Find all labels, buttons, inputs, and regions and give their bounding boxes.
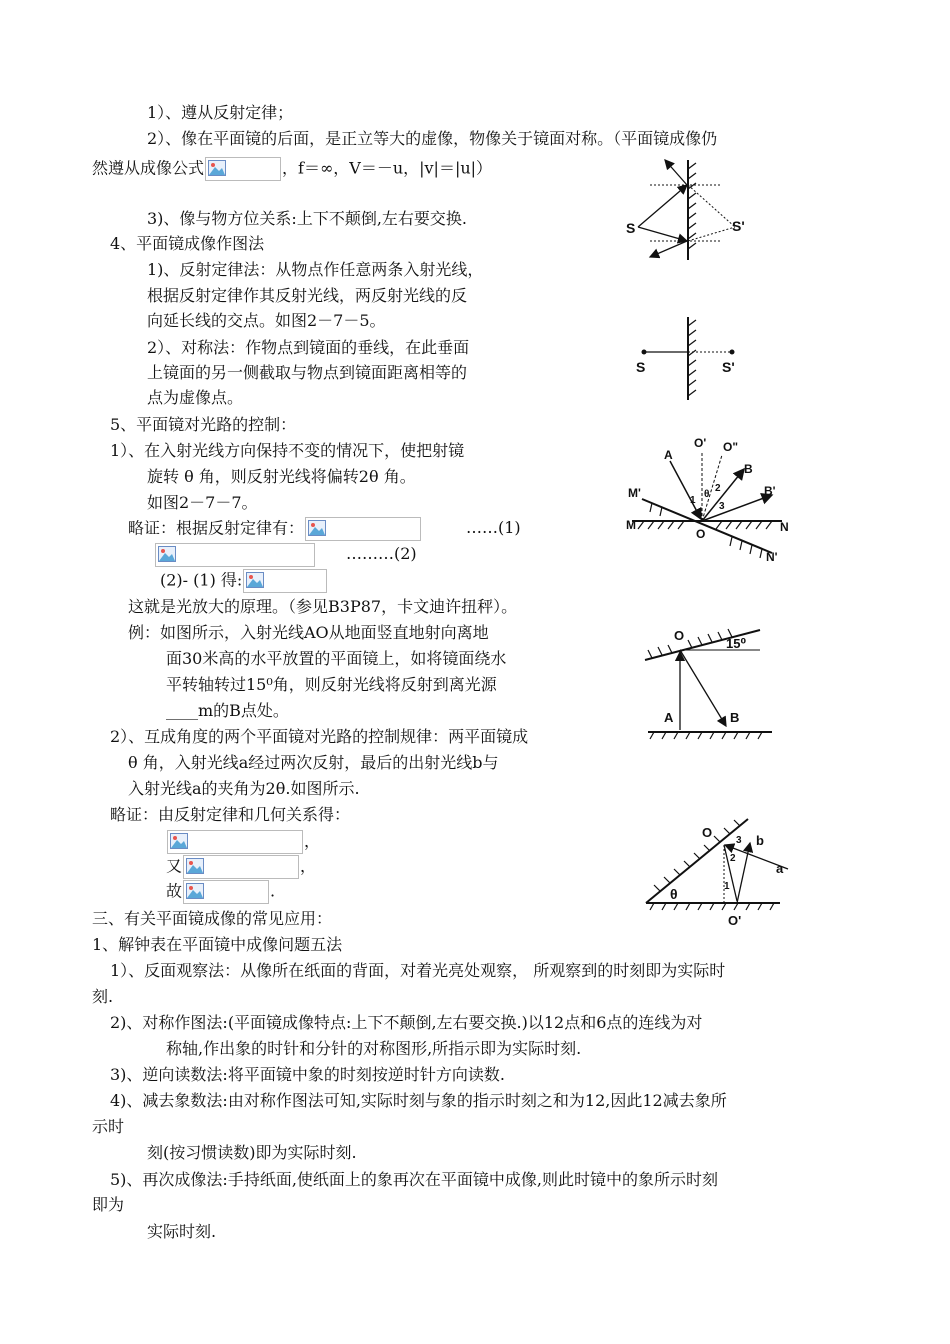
text-line: 1）、反面观察法：从像所在纸面的背面，对着光亮处观察， 所观察到的时刻即为实际时 [110,961,726,980]
text-line: ____m的B点处。 [166,701,289,720]
text-line: 上镜面的另一侧截取与物点到镜面距离相等的 [147,363,468,382]
label-s-prime: S' [722,359,735,375]
text-segment: 故 [166,881,183,901]
text-line: 向延长线的交点。如图2－7－5。 [147,311,386,330]
label-angle-1: 1 [724,881,730,892]
text-line: 面30米高的水平放置的平面镜上，如将镜面绕水 [166,649,507,668]
mirror-hatch [650,503,762,558]
text-line: 例：如图所示，入射光线AO从地面竖直地射向离地 [128,623,489,642]
label-b: B [744,462,753,476]
label-a: a [776,861,784,876]
mirror-hatch [650,903,774,910]
section-heading: 5、平面镜对光路的控制： [110,415,297,434]
ground-hatch [650,732,762,739]
figure-two-mirrors [640,815,790,930]
text-line: 平转轴转过15⁰角，则反射光线将反射到离光源 [166,675,497,694]
text-line: 略证：由反射定律和几何关系得： [110,805,351,824]
formula-image-placeholder [205,157,281,181]
label-o-prime: O' [728,913,742,928]
text-line: 刻. [92,987,114,1006]
section-heading: 1、解钟表在平面镜中成像问题五法 [92,935,343,954]
label-angle-2: 2 [730,853,736,864]
reflected-ray-ob [680,650,726,726]
text-line: 称轴,作出象的时针和分针的对称图形,所指示即为实际时刻. [166,1039,582,1058]
text-line: 刻(按习惯读数)即为实际时刻. [147,1143,357,1162]
text-segment: (2)- (1) 得: [160,570,243,590]
text-line: 5)、再次成像法:手持纸面,使纸面上的象再次在平面镜中成像,则此时镜中的象所示时刻 [110,1170,718,1189]
text-line-formula [128,517,422,541]
text-line: 2)、对称作图法:(平面镜成像特点:上下不颠倒,左右要交换.)以12点和6点的连线为对 [110,1013,703,1032]
label-angle-2: 2 [715,483,721,494]
text-segment: ，f＝∞，V＝－u，|v|＝|u|） [282,158,493,178]
text-line: 这就是光放大的原理。（参见B3P87，卡文迪许扭秤）。 [128,597,518,616]
label-o: O [674,628,685,643]
label-a: A [664,448,673,462]
figure-example-15deg [640,622,780,742]
formula-image-placeholder [183,880,269,904]
mirror-hatch [688,163,696,249]
label-s: S [636,359,646,375]
figure-rotating-mirror [622,437,802,567]
reflected-ray [650,241,687,257]
text-line: 即为 [92,1195,125,1214]
label-angle-15: 15⁰ [726,636,747,651]
text-line: 实际时刻. [147,1222,217,1241]
text-line-formula [92,157,492,181]
image-point [730,350,735,355]
label-s: S [626,220,636,236]
section-heading: 三、有关平面镜成像的常见应用： [92,909,333,928]
text-line: ………(2) [346,544,417,563]
text-line-formula [154,543,316,567]
label-o-prime: O' [694,437,707,450]
text-line: 1)、反射定律法：从物点作任意两条入射光线， [147,260,484,279]
label-angle-3: 3 [736,835,742,846]
label-n-prime: N' [766,550,778,564]
figure-mirror-reflection [620,155,760,265]
label-angle-1: 1 [690,495,696,506]
text-line: 1）、遵从反射定律； [147,103,294,122]
formula-image-placeholder [167,830,303,854]
text-line: 3)、逆向读数法:将平面镜中象的时刻按逆时针方向读数. [110,1065,505,1084]
formula-image-placeholder [305,517,421,541]
formula-image-placeholder [155,543,315,567]
label-s-prime: S' [732,218,745,234]
text-line: 示时 [92,1117,125,1136]
text-segment: 然遵从成像公式 [92,158,205,178]
label-b: B [730,710,740,725]
label-o: O [696,527,706,541]
text-segment: 又 [166,856,183,876]
text-line: 2）、对称法：作物点到镜面的垂线，在此垂面 [147,338,470,357]
extension-line [688,185,735,227]
text-line: 2）、互成角度的两个平面镜对光路的控制规律：两平面镜成 [110,727,529,746]
text-line: 1）、在入射光线方向保持不变的情况下，使把射镜 [110,441,465,460]
label-b-prime: B' [764,484,776,498]
text-segment: ， [304,831,321,851]
text-line: ……(1) [466,518,521,537]
mirror-hatch [688,320,696,396]
incident-ray [670,461,701,519]
formula-image-placeholder [183,855,299,879]
text-line-formula [166,880,275,904]
text-line: 根据反射定律作其反射光线，两反射光线的反 [147,286,468,305]
text-line-formula [160,569,328,593]
text-segment: 略证：根据反射定律有： [128,518,305,538]
text-line: 3)、像与物方位关系:上下不颠倒,左右要交换. [147,209,467,228]
incident-ray [638,227,687,241]
text-line-formula [166,830,320,854]
text-line: 旋转 θ 角，则反射光线将偏转2θ 角。 [147,467,416,486]
text-line: 入射光线a的夹角为2θ.如图所示. [128,779,360,798]
text-segment: ， [300,856,317,876]
figure-symmetry-method [630,312,760,402]
label-angle-3: 3 [719,501,725,512]
text-line: 2）、像在平面镜的后面，是正立等大的虚像，物像关于镜面对称。（平面镜成像仍 [147,129,718,148]
label-theta: θ [704,489,710,500]
label-a: A [664,710,674,725]
section-heading: 4、平面镜成像作图法 [110,234,265,253]
incident-ray [638,185,687,227]
text-line: θ 角，入射光线a经过两次反射，最后的出射光线b与 [128,753,499,772]
label-m-prime: M' [628,486,641,500]
label-n: N [780,520,789,534]
label-theta: θ [670,886,678,902]
formula-image-placeholder [243,569,327,593]
text-line: 点为虚像点。 [147,388,244,407]
label-o-double-prime: O" [723,440,739,454]
text-line-formula [166,855,316,879]
label-o: O [702,825,713,840]
label-m: M [626,518,636,532]
reflected-ray [665,160,687,185]
label-b: b [756,833,764,848]
mirror-hatch [648,629,732,658]
text-line: 4)、减去象数法:由对称作图法可知,实际时刻与象的指示时刻之和为12,因此12减去象所 [110,1091,727,1110]
text-line: 如图2－7－7。 [147,493,258,512]
text-segment: . [270,881,276,901]
